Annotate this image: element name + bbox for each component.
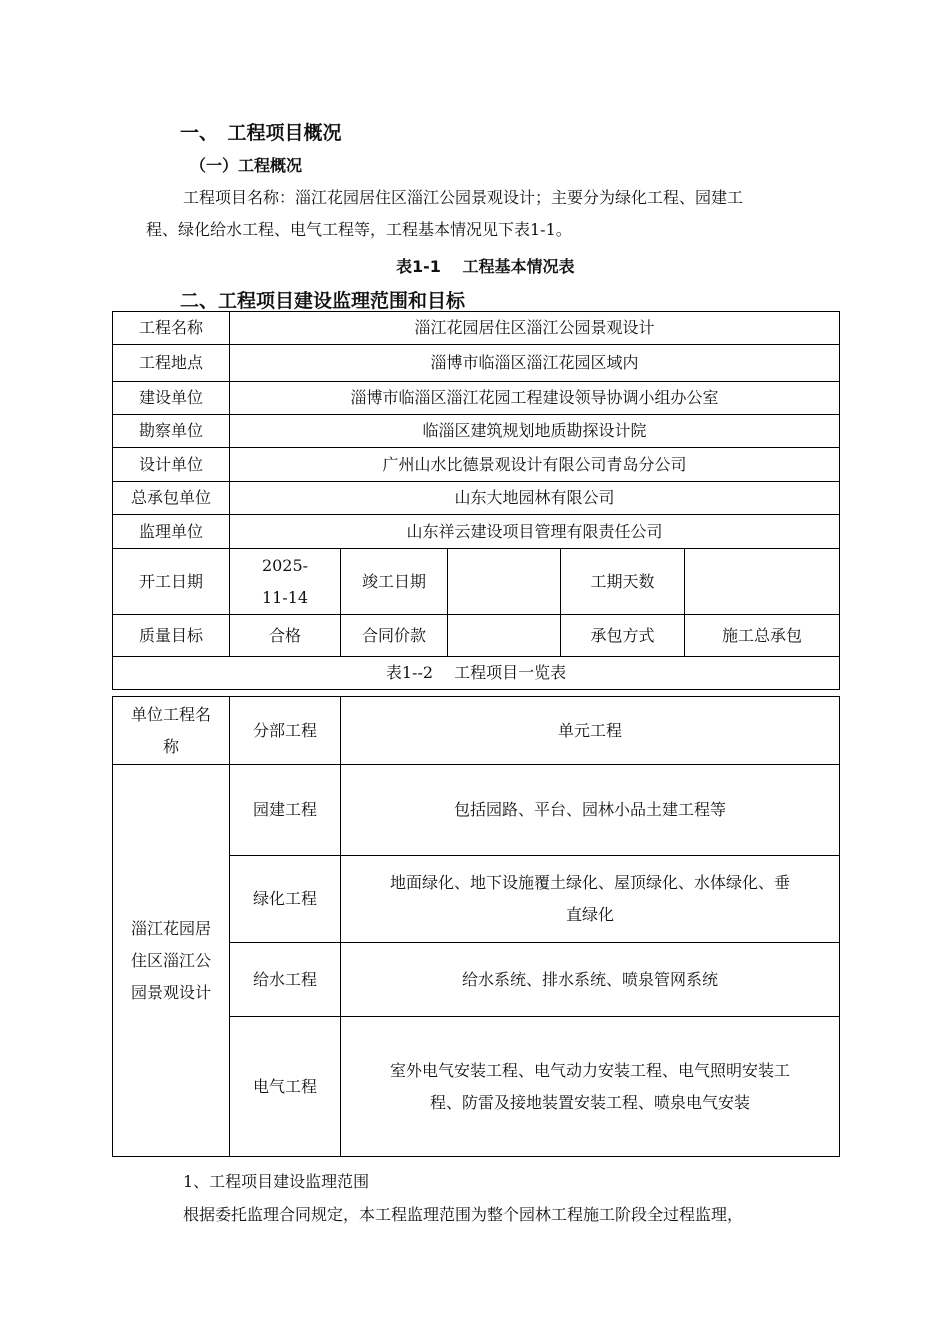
row-label: 建设单位 — [113, 382, 230, 415]
unit-project-name — [113, 765, 230, 1157]
heading-project-overview: 一、 工程项目概况 — [180, 122, 342, 144]
table2-caption: 表1--2 工程项目一览表 — [113, 657, 840, 690]
element-line2: 直绿化 — [565, 905, 614, 924]
table-row — [113, 482, 840, 515]
unit-name-line3: 园景观设计 — [130, 982, 211, 1002]
table-row — [113, 382, 840, 415]
intro-paragraph-line1: 工程项目名称：淄江花园居住区淄江公园景观设计；主要分为绿化工程、园建工 — [183, 188, 744, 207]
division-name: 给水工程 — [230, 943, 341, 1017]
row-label: 总承包单位 — [113, 482, 230, 515]
contract-mode-value: 施工总承包 — [685, 615, 840, 657]
header-unit-project — [113, 697, 230, 765]
duration-label: 工期天数 — [561, 549, 685, 615]
header-division: 分部工程 — [230, 697, 341, 765]
table2-caption-row — [113, 657, 840, 690]
row-label: 工程名称 — [113, 312, 230, 345]
element-line1: 地面绿化、地下设施覆土绿化、屋顶绿化、水体绿化、垂 — [389, 873, 790, 892]
element-description — [341, 856, 840, 943]
header-unit-line1: 单位工程名 — [130, 704, 211, 724]
row-value: 广州山水比德景观设计有限公司青岛分公司 — [230, 448, 840, 482]
section1-paragraph: 根据委托监理合同规定，本工程监理范围为整个园林工程施工阶段全过程监理， — [183, 1205, 744, 1224]
end-date-value — [448, 549, 561, 615]
unit-name-line2: 住区淄江公 — [130, 950, 211, 970]
start-date-line1: 2025- — [261, 555, 309, 575]
row-label: 工程地点 — [113, 345, 230, 382]
row-label: 设计单位 — [113, 448, 230, 482]
table-row — [113, 312, 840, 345]
quality-value: 合格 — [230, 615, 341, 657]
table-row — [113, 415, 840, 448]
row-value: 淄博市临淄区淄江花园工程建设领导协调小组办公室 — [230, 382, 840, 415]
row-value: 临淄区建筑规划地质勘探设计院 — [230, 415, 840, 448]
division-name: 绿化工程 — [230, 856, 341, 943]
unit-name-line1: 淄江花园居 — [130, 918, 211, 938]
table-row — [113, 345, 840, 382]
duration-value — [685, 549, 840, 615]
table-header-row — [113, 697, 840, 765]
project-list-table — [112, 696, 840, 1157]
start-date-line2: 11-14 — [261, 587, 309, 607]
heading-engineering-overview: （一）工程概况 — [190, 156, 303, 175]
intro-paragraph-line2: 程、绿化给水工程、电气工程等，工程基本情况见下表1-1。 — [146, 220, 572, 239]
table-row — [113, 515, 840, 549]
table1-caption: 表1-1 工程基本情况表 — [396, 257, 575, 276]
element-description — [341, 1017, 840, 1157]
contract-mode-label: 承包方式 — [561, 615, 685, 657]
quality-row — [113, 615, 840, 657]
division-name: 电气工程 — [230, 1017, 341, 1157]
row-label: 监理单位 — [113, 515, 230, 549]
row-value: 淄江花园居住区淄江公园景观设计 — [230, 312, 840, 345]
price-value — [448, 615, 561, 657]
quality-label: 质量目标 — [113, 615, 230, 657]
row-label: 勘察单位 — [113, 415, 230, 448]
element-line1: 给水系统、排水系统、喷泉管网系统 — [461, 969, 718, 989]
table-row — [113, 765, 840, 856]
start-date-value — [230, 549, 341, 615]
project-info-table — [112, 311, 840, 690]
price-label: 合同价款 — [341, 615, 448, 657]
row-value: 淄博市临淄区淄江花园区域内 — [230, 345, 840, 382]
start-date-label: 开工日期 — [113, 549, 230, 615]
header-element: 单元工程 — [341, 697, 840, 765]
element-line1: 室外电气安装工程、电气动力安装工程、电气照明安装工 — [389, 1060, 790, 1080]
element-description — [341, 765, 840, 856]
end-date-label: 竣工日期 — [341, 549, 448, 615]
schedule-row — [113, 549, 840, 615]
section1-title: 1、工程项目建设监理范围 — [183, 1172, 370, 1191]
table-row — [113, 448, 840, 482]
row-value: 山东祥云建设项目管理有限责任公司 — [230, 515, 840, 549]
division-name: 园建工程 — [230, 765, 341, 856]
element-line2: 程、防雷及接地装置安装工程、喷泉电气安装 — [429, 1092, 750, 1112]
row-value: 山东大地园林有限公司 — [230, 482, 840, 515]
element-line1: 包括园路、平台、园林小品土建工程等 — [453, 800, 726, 819]
heading-supervision-scope: 二、工程项目建设监理范围和目标 — [180, 290, 466, 312]
element-description — [341, 943, 840, 1017]
header-unit-line2: 称 — [162, 736, 179, 756]
